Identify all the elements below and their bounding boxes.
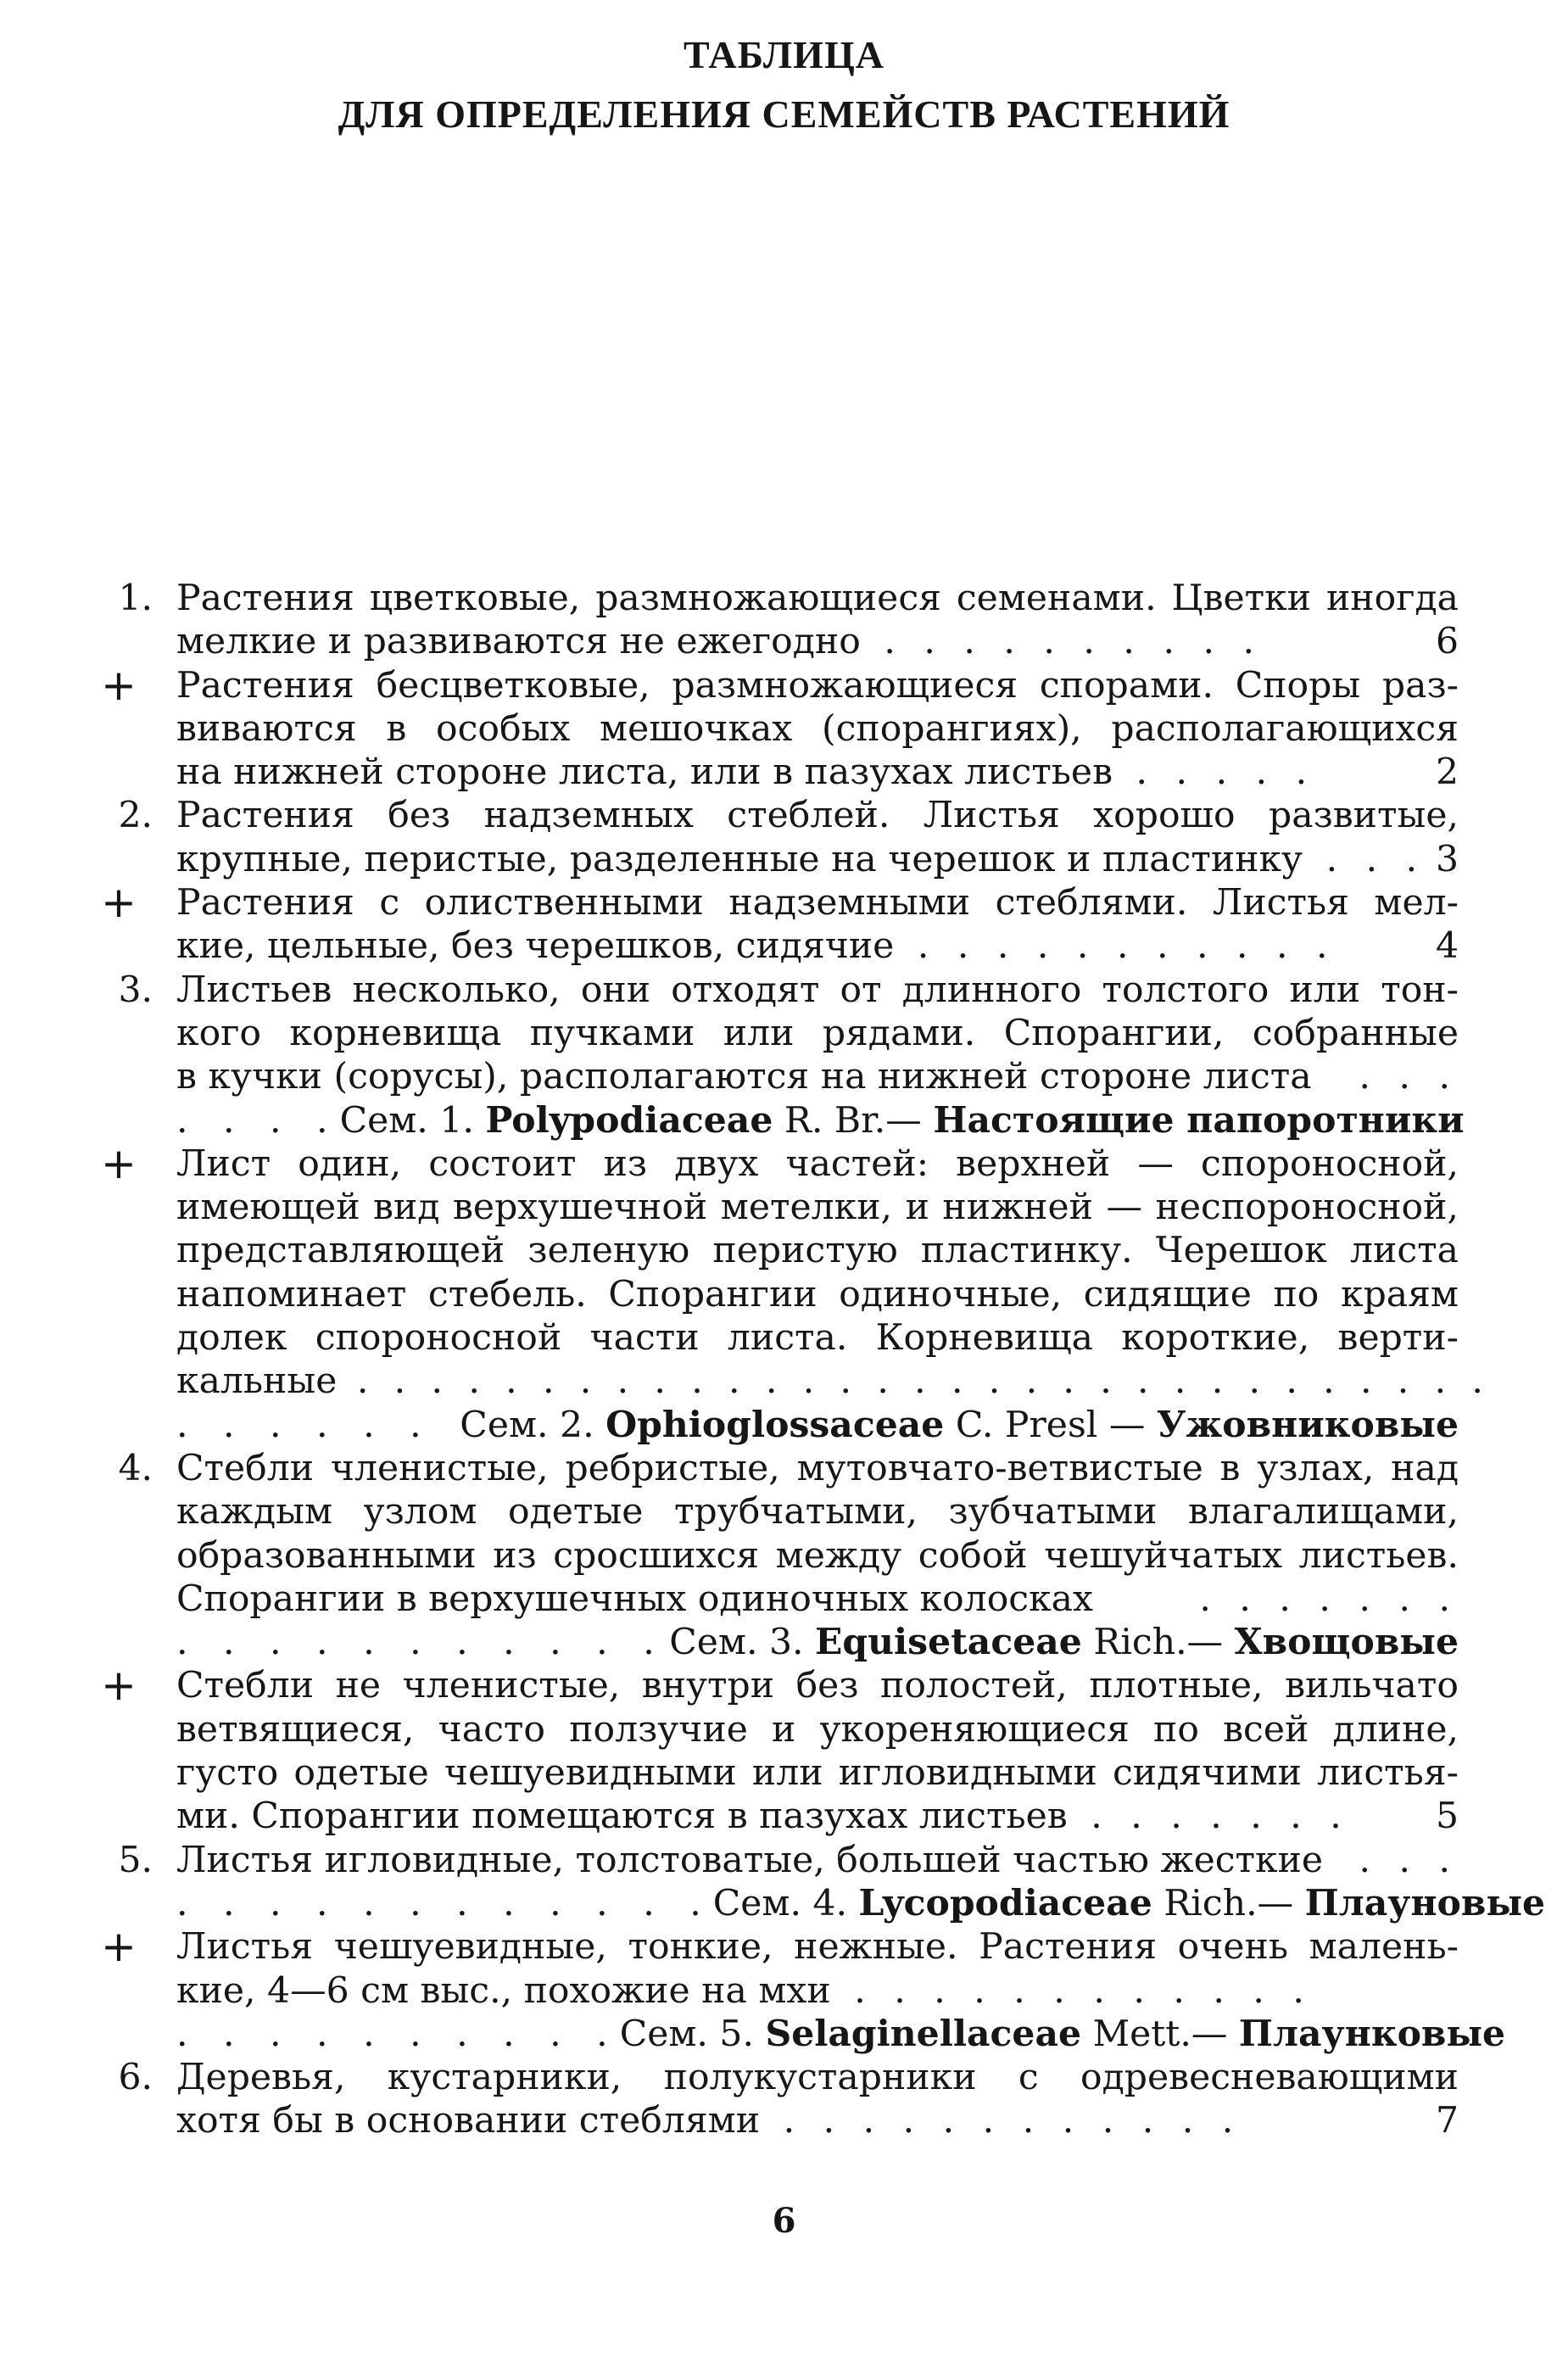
family-prefix: Сем. 5. <box>619 2013 754 2055</box>
key-entry-6 <box>85 2056 1459 2099</box>
page-number: 6 <box>772 2201 796 2241</box>
entry-text: Растения с олиственными надземными стеблями. Листья мел- <box>176 882 1459 924</box>
title-line-1: ТАБЛИЦА <box>684 33 884 76</box>
entry-text: напоминает стебель. Спорангии одиночные, сидящие по краям <box>176 1273 1459 1315</box>
dot-leader: . . . <box>1347 1055 1459 1098</box>
dot-leader: . . . . . . . <box>1091 1796 1350 1838</box>
entry-text-end <box>176 1969 1459 2013</box>
dot-leader: . . . . . . <box>176 1404 433 1446</box>
family-prefix: Сем. 2. <box>460 1404 594 1446</box>
key-entry-4-alt <box>85 1661 1459 1711</box>
dot-leader: . . . <box>1347 1839 1459 1882</box>
plus-marker: + <box>101 878 137 928</box>
entry-text-end <box>176 1055 1459 1098</box>
family-result <box>176 2012 1506 2056</box>
key-entry-5 <box>85 1839 1459 1882</box>
dot-leader: . . . <box>1325 838 1426 880</box>
dot-leader: . . . . . . . . . . . <box>176 1622 667 1664</box>
entry-text-end <box>176 1795 1459 1838</box>
entry-text: Деревья, кустарники, полукустарники с одревесневающими <box>176 2057 1459 2099</box>
plus-marker: + <box>101 1661 137 1711</box>
entry-text-end <box>176 1578 1459 1621</box>
entry-number: 3. <box>118 969 153 1011</box>
entry-number: 5. <box>118 1839 153 1881</box>
dot-leader: . . . . <box>176 1099 340 1142</box>
family-prefix: Сем. 4. <box>712 1882 848 1924</box>
dot-leader: . . . . . . . . . . <box>176 2013 620 2055</box>
key-entry-3 <box>85 969 1459 1012</box>
entry-text-end <box>176 838 1459 881</box>
family-author: Rich.— <box>1093 1622 1224 1664</box>
entry-text: имеющей вид верхушечной метелки, и нижней — неспороносной, <box>176 1187 1459 1229</box>
family-author: Mett.— <box>1092 2013 1228 2055</box>
dot-leader: . . . . . . . . . . . . <box>176 1882 713 1924</box>
entry-number: 6. <box>118 2057 153 2099</box>
entry-text: Растения цветковые, размножающиеся семенами. Цветки иногда <box>176 578 1459 619</box>
dot-leader: . . . . . . . . . . . . <box>783 2100 1242 2142</box>
plus-marker: + <box>101 660 137 710</box>
family-latin-name: Lycopodiaceae <box>858 1881 1152 1924</box>
goto-reference: 4 <box>1424 924 1459 968</box>
family-result <box>176 1098 1465 1142</box>
family-prefix: Сем. 1. <box>339 1099 474 1142</box>
entry-text: каждым узлом одетые трубчатыми, зубчатыми влагалищами, <box>176 1491 1459 1533</box>
goto-reference: 3 <box>1424 838 1459 881</box>
entry-text: в кучки (сорусы), располагаются на нижней стороне листа <box>176 1056 1312 1098</box>
key-entry-1 <box>85 577 1459 620</box>
family-result <box>176 1404 1459 1447</box>
family-latin-name: Selaginellaceae <box>765 2012 1082 2055</box>
entry-text: Лист один, состоит из двух частей: верхней — спороносной, <box>176 1142 1459 1185</box>
family-russian-name: Ужовниковые <box>1156 1403 1459 1446</box>
entry-text: Растения бесцветковые, размножающиеся спорами. Споры раз- <box>176 664 1459 706</box>
entry-text-end <box>176 924 1459 968</box>
entry-text: на нижней стороне листа, или в пазухах листьев <box>176 751 1113 794</box>
entry-text: кальные <box>176 1360 338 1403</box>
dot-leader: . . . . . . . <box>1187 1578 1459 1621</box>
dot-leader: . . . . . <box>1136 751 1316 794</box>
family-prefix: Сем. 3. <box>669 1622 804 1664</box>
plus-marker: + <box>101 1138 137 1188</box>
entry-text: мелкие и развиваются не ежегодно <box>176 621 861 663</box>
entry-text: долек спороносной части листа. Корневища короткие, верти- <box>176 1317 1459 1360</box>
entry-text: кие, 4—6 см выс., похожие на мхи <box>176 1969 831 2012</box>
entry-text: представляющей зеленую перистую пластинку. Черешок листа <box>176 1230 1459 1272</box>
entry-text: Стебли членистые, ребристые, мутовчато-ветвистые в узлах, над <box>176 1447 1459 1489</box>
entry-text: ветвящиеся, часто ползучие и укореняющиеся по всей длине, <box>176 1708 1459 1751</box>
entry-number: 4. <box>118 1447 153 1489</box>
entry-text: Стебли не членистые, внутри без полостей, плотные, вильчато <box>176 1665 1459 1707</box>
entry-text: хотя бы в основании стеблями <box>176 2100 761 2142</box>
entry-text-end <box>176 2099 1459 2142</box>
goto-reference: 5 <box>1424 1795 1459 1838</box>
entry-text-end <box>176 1360 1491 1403</box>
family-latin-name: Equisetaceae <box>815 1621 1082 1664</box>
family-result <box>176 1881 1546 1925</box>
dot-leader: . . . . . . . . . . . . . . . . . . . . . . . . . . . . . . . <box>356 1360 1491 1403</box>
entry-number: 1. <box>118 578 153 619</box>
family-russian-name: Плауновые <box>1304 1881 1546 1924</box>
dot-leader: . . . . . . . . . . . . <box>854 1969 1313 2012</box>
plus-marker: + <box>101 1922 137 1972</box>
entry-text: образованными из сросшихся между собой чешуйчатых листьев. <box>176 1534 1459 1577</box>
key-entry-2-alt <box>85 878 1459 928</box>
entry-text: Листья чешуевидные, тонкие, нежные. Растения очень малень- <box>176 1926 1459 1969</box>
family-result <box>176 1621 1459 1664</box>
entry-text: кие, цельные, без черешков, сидячие <box>176 925 895 968</box>
family-russian-name: Плаунковые <box>1238 2012 1506 2055</box>
entry-text: крупные, перистые, разделенные на черешок и пластинку <box>176 838 1303 880</box>
dot-leader: . . . . . . . . . . . <box>917 925 1336 968</box>
identification-key <box>85 577 1546 2143</box>
key-entry-5-alt <box>85 1922 1459 1972</box>
family-author: R. Br.— <box>784 1099 922 1142</box>
title-line-2: ДЛЯ ОПРЕДЕЛЕНИЯ СЕМЕЙСТВ РАСТЕНИЙ <box>338 92 1230 136</box>
goto-reference: 6 <box>1424 620 1459 663</box>
goto-reference: 2 <box>1424 751 1459 794</box>
entry-text: Листьев несколько, они отходят от длинного толстого или тон- <box>176 969 1459 1011</box>
family-russian-name: Настоящие папоротники <box>933 1098 1465 1142</box>
entry-text-end <box>176 1839 1459 1882</box>
family-latin-name: Ophioglossaceae <box>605 1403 945 1446</box>
goto-reference: 7 <box>1424 2099 1459 2142</box>
key-entry-3-alt <box>85 1138 1459 1188</box>
entry-text-end <box>176 620 1459 663</box>
family-author: C. Presl — <box>955 1404 1146 1446</box>
dot-leader: . . . . . . . . . . <box>884 621 1263 663</box>
key-entry-1-alt <box>85 660 1459 710</box>
entry-text: ми. Спорангии помещаются в пазухах листьев <box>176 1796 1068 1838</box>
family-author: Rich.— <box>1163 1882 1294 1924</box>
key-entry-2 <box>85 794 1459 837</box>
entry-number: 2. <box>118 795 153 837</box>
entry-text: густо одетые чешуевидными или игловидными сидячими листья- <box>176 1752 1459 1795</box>
entry-text: Листья игловидные, толстоватые, большей частью жесткие <box>176 1839 1324 1881</box>
key-entry-4 <box>85 1447 1459 1490</box>
entry-text: Спорангии в верхушечных одиночных колосках <box>176 1578 1093 1620</box>
entry-text-end <box>176 751 1459 794</box>
entry-text: виваются в особых мешочках (спорангиях), располагающихся <box>176 707 1459 750</box>
entry-text: Растения без надземных стеблей. Листья хорошо развитые, <box>176 795 1459 837</box>
family-latin-name: Polypodiaceae <box>485 1098 773 1142</box>
entry-text: кого корневища пучками или рядами. Спорангии, собранные <box>176 1012 1459 1054</box>
family-russian-name: Хвощовые <box>1234 1621 1459 1664</box>
